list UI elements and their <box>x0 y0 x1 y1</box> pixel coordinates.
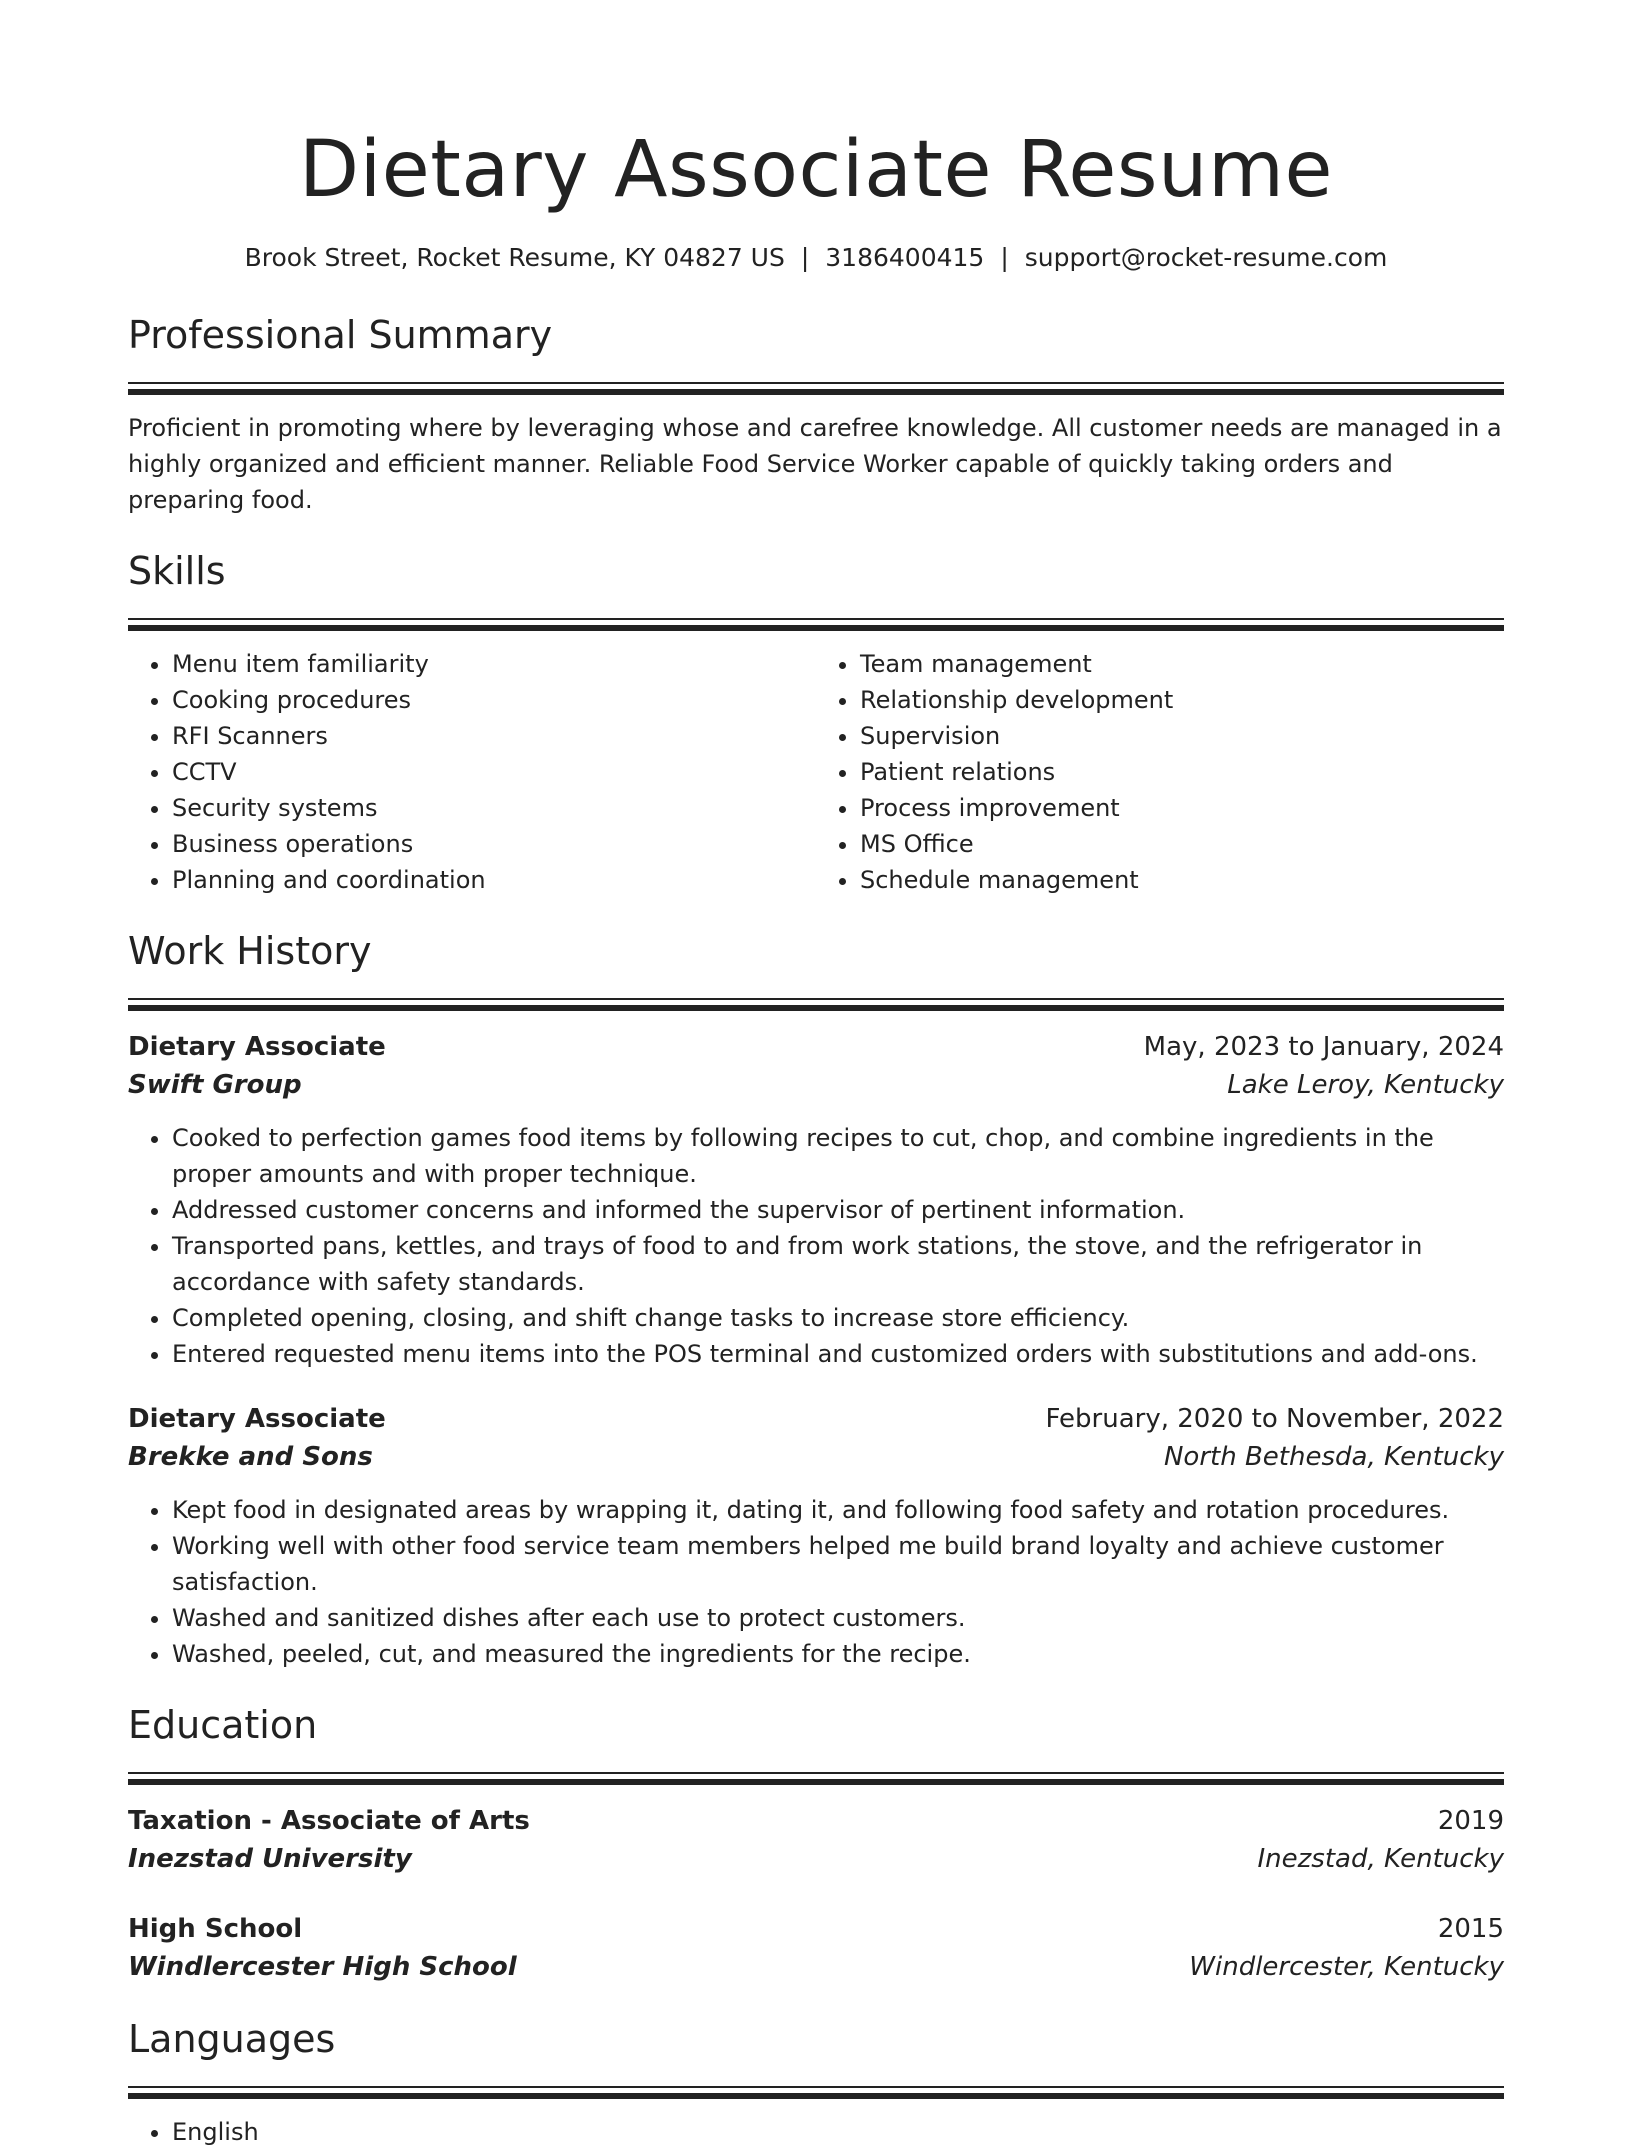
language-item: • English <box>172 2114 1504 2150</box>
contact-separator: | <box>800 243 810 272</box>
skill-item: • Patient relations <box>860 754 1504 790</box>
summary-heading: Professional Summary <box>128 313 553 357</box>
education-location: Inezstad, Kentucky <box>1257 1844 1504 1874</box>
job-header-row <box>128 1028 1504 1066</box>
contact-address: Brook Street, Rocket Resume, KY 04827 US <box>244 243 785 272</box>
job-entry <box>128 1400 1504 1672</box>
job-company-row <box>128 1066 1504 1104</box>
job-company: Brekke and Sons <box>128 1442 373 1472</box>
job-title: Dietary Associate <box>128 1032 386 1062</box>
page-title: Dietary Associate Resume <box>299 125 1333 215</box>
job-bullet: • Washed, peeled, cut, and measured the ingredients for the recipe. <box>172 1636 1504 1672</box>
job-dates: February, 2020 to November, 2022 <box>1045 1404 1504 1434</box>
skill-item: • Business operations <box>172 826 816 862</box>
education-degree: High School <box>128 1914 303 1944</box>
section-divider <box>128 382 1504 394</box>
contact-line <box>128 240 1504 276</box>
skills-heading: Skills <box>128 549 226 593</box>
section-divider <box>128 2086 1504 2098</box>
education-heading: Education <box>128 1703 318 1747</box>
skill-item: • Cooking procedures <box>172 682 816 718</box>
skill-item: • Team management <box>860 646 1504 682</box>
job-bullet: • Kept food in designated areas by wrapping it, dating it, and following food safety and rotation procedures. <box>172 1492 1504 1528</box>
education-header-row <box>128 1910 1504 1948</box>
skill-item: • Process improvement <box>860 790 1504 826</box>
section-divider <box>128 618 1504 630</box>
education-school-row <box>128 1840 1504 1878</box>
skill-item: • Planning and coordination <box>172 862 816 898</box>
education-year: 2019 <box>1437 1806 1504 1836</box>
contact-email: support@rocket-resume.com <box>1024 243 1388 272</box>
summary-text: Proficient in promoting where by leveraging whose and carefree knowledge. All customer needs are managed in a highly organized and efficient manner. Reliable Food Service Worker capable of quickly taking orders and preparing food. <box>128 414 1502 514</box>
education-school: Inezstad University <box>128 1844 412 1874</box>
job-bullet: • Cooked to perfection games food items by following recipes to cut, chop, and combine ingredients in the proper amounts and with proper technique. <box>172 1120 1504 1192</box>
job-header-row <box>128 1400 1504 1438</box>
education-entry <box>128 1910 1504 1986</box>
skills-list-right <box>816 646 1504 898</box>
education-school-row <box>128 1948 1504 1986</box>
job-location: North Bethesda, Kentucky <box>1163 1442 1504 1472</box>
languages-heading: Languages <box>128 2017 336 2061</box>
contact-separator: | <box>1000 243 1009 272</box>
work-section <box>128 924 1504 1672</box>
skill-item: • Relationship development <box>860 682 1504 718</box>
job-bullet: • Washed and sanitized dishes after each use to protect customers. <box>172 1600 1504 1636</box>
job-bullet: • Transported pans, kettles, and trays of food to and from work stations, the stove, and the refrigerator in accordance with safety standards. <box>172 1228 1504 1300</box>
skill-item: • MS Office <box>860 826 1504 862</box>
job-location: Lake Leroy, Kentucky <box>1227 1070 1504 1100</box>
job-bullet: • Entered requested menu items into the POS terminal and customized orders with substitutions and add-ons. <box>172 1336 1504 1372</box>
skill-item: • Menu item familiarity <box>172 646 816 682</box>
work-heading: Work History <box>128 929 372 973</box>
skill-item: • Security systems <box>172 790 816 826</box>
contact-phone: 3186400415 <box>825 243 985 272</box>
job-bullet: • Addressed customer concerns and informed the supervisor of pertinent information. <box>172 1192 1504 1228</box>
section-divider <box>128 998 1504 1010</box>
job-bullets <box>128 1120 1504 1372</box>
education-entry <box>128 1802 1504 1878</box>
job-bullets <box>128 1492 1504 1672</box>
job-company: Swift Group <box>128 1070 302 1100</box>
job-title: Dietary Associate <box>128 1404 386 1434</box>
education-header-row <box>128 1802 1504 1840</box>
section-divider <box>128 1772 1504 1784</box>
skills-columns <box>128 646 1504 898</box>
job-dates: May, 2023 to January, 2024 <box>1143 1032 1504 1062</box>
job-company-row <box>128 1438 1504 1476</box>
skill-item: • Schedule management <box>860 862 1504 898</box>
languages-section <box>128 2012 1504 2150</box>
summary-section <box>128 308 1504 518</box>
education-location: Windlercester, Kentucky <box>1189 1952 1504 1982</box>
skill-item: • Supervision <box>860 718 1504 754</box>
job-bullet: • Working well with other food service team members helped me build brand loyalty and achieve customer satisfaction. <box>172 1528 1504 1600</box>
education-degree: Taxation - Associate of Arts <box>128 1806 530 1836</box>
job-entry <box>128 1028 1504 1372</box>
skills-list-left <box>128 646 816 898</box>
skill-item: • CCTV <box>172 754 816 790</box>
skills-section <box>128 544 1504 898</box>
education-year: 2015 <box>1437 1914 1504 1944</box>
skill-item: • RFI Scanners <box>172 718 816 754</box>
job-bullet: • Completed opening, closing, and shift change tasks to increase store efficiency. <box>172 1300 1504 1336</box>
education-section <box>128 1698 1504 1986</box>
languages-list <box>128 2114 1504 2150</box>
education-school: Windlercester High School <box>128 1952 517 1982</box>
